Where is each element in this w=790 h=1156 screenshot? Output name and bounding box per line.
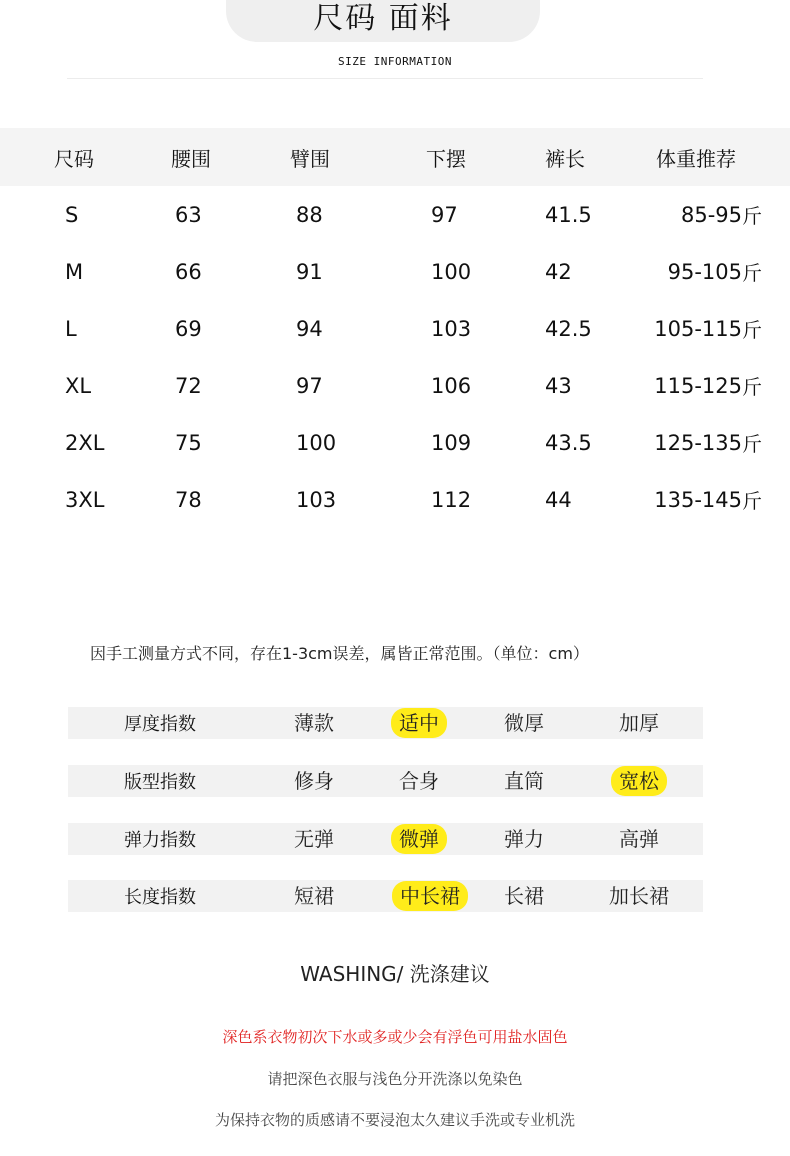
table-row	[0, 300, 790, 357]
option-text: 弹力	[504, 827, 544, 851]
weight-range: 115-125	[654, 373, 742, 398]
cell-arm: 100	[296, 430, 337, 455]
index-option	[264, 823, 364, 855]
cell-waist: 75	[175, 430, 202, 455]
cell-length: 42.5	[545, 316, 592, 341]
index-label: 厚度指数	[124, 714, 196, 735]
cell-weight	[0, 471, 762, 528]
measurement-note: 因手工测量方式不同，存在1-3cm误差，属皆正常范围。（单位：cm）	[90, 644, 589, 663]
cell-length: 41.5	[545, 202, 592, 227]
table-row	[0, 243, 790, 300]
size-table-header	[0, 128, 790, 186]
index-row-stretch	[68, 823, 703, 855]
washing-instruction: 为保持衣物的质感请不要浸泡太久建议手洗或专业机洗	[214, 1111, 575, 1129]
index-option	[474, 823, 574, 855]
option-text: 长裙	[504, 884, 544, 908]
index-option-selected	[369, 823, 469, 855]
option-text: 加长裙	[609, 884, 669, 908]
table-row	[0, 186, 790, 243]
option-text: 加厚	[619, 711, 659, 735]
weight-unit: 斤	[742, 489, 762, 513]
index-option-selected	[369, 707, 469, 739]
cell-size: XL	[65, 373, 92, 398]
cell-hem: 103	[431, 316, 472, 341]
cell-arm: 103	[296, 487, 337, 512]
weight-unit: 斤	[742, 432, 762, 456]
index-option	[589, 823, 689, 855]
page-subtitle: SIZE INFORMATION	[338, 55, 452, 68]
cell-length: 43.5	[545, 430, 592, 455]
washing-title: WASHING/ 洗涤建议	[300, 962, 490, 986]
option-text: 薄款	[294, 711, 334, 735]
cell-waist: 63	[175, 202, 202, 227]
weight-unit: 斤	[742, 261, 762, 285]
option-text: 合身	[399, 769, 439, 793]
cell-size: L	[65, 316, 77, 341]
index-option-selected	[589, 765, 689, 797]
washing-instruction: 请把深色衣服与浅色分开洗涤以免染色	[267, 1070, 523, 1088]
index-option	[589, 707, 689, 739]
cell-weight	[0, 186, 762, 243]
cell-arm: 91	[296, 259, 323, 284]
table-row	[0, 471, 790, 528]
column-header-weight: 体重推荐	[656, 146, 736, 171]
index-option	[474, 880, 574, 912]
weight-range: 135-145	[654, 487, 742, 512]
cell-size: M	[65, 259, 84, 284]
index-option	[474, 765, 574, 797]
cell-weight	[0, 357, 762, 414]
cell-size: 3XL	[65, 487, 105, 512]
column-header-arm: 臂围	[290, 146, 330, 171]
cell-hem: 106	[431, 373, 472, 398]
index-option	[474, 707, 574, 739]
cell-hem: 100	[431, 259, 472, 284]
index-option	[589, 880, 689, 912]
weight-unit: 斤	[742, 204, 762, 228]
header-title-pill	[226, 0, 540, 42]
cell-waist: 69	[175, 316, 202, 341]
option-text: 宽松	[611, 766, 667, 796]
index-row-thickness	[68, 707, 703, 739]
cell-length: 43	[545, 373, 572, 398]
cell-waist: 78	[175, 487, 202, 512]
index-row-fit	[68, 765, 703, 797]
option-text: 无弹	[294, 827, 334, 851]
cell-hem: 109	[431, 430, 472, 455]
cell-hem: 97	[431, 202, 458, 227]
table-row	[0, 357, 790, 414]
index-option	[264, 765, 364, 797]
option-text: 修身	[294, 769, 334, 793]
weight-range: 125-135	[654, 430, 742, 455]
index-option	[369, 765, 469, 797]
page-title: 尺码 面料	[313, 1, 453, 36]
weight-range: 95-105	[667, 259, 742, 284]
weight-range: 85-95	[680, 202, 742, 227]
table-row	[0, 414, 790, 471]
weight-range: 105-115	[654, 316, 742, 341]
size-table	[0, 128, 790, 528]
weight-unit: 斤	[742, 318, 762, 342]
cell-length: 44	[545, 487, 572, 512]
weight-unit: 斤	[742, 375, 762, 399]
option-text: 微弹	[391, 824, 447, 854]
cell-waist: 66	[175, 259, 202, 284]
cell-weight	[0, 243, 762, 300]
cell-length: 42	[545, 259, 572, 284]
washing-instruction-warning: 深色系衣物初次下水或多或少会有浮色可用盐水固色	[222, 1028, 568, 1046]
cell-arm: 97	[296, 373, 323, 398]
option-text: 中长裙	[392, 881, 468, 911]
index-label: 长度指数	[124, 887, 196, 908]
header-divider	[67, 78, 703, 79]
column-header-waist: 腰围	[171, 146, 211, 171]
index-option	[264, 880, 364, 912]
column-header-hem: 下摆	[426, 146, 466, 171]
cell-arm: 88	[296, 202, 323, 227]
cell-weight	[0, 300, 762, 357]
option-text: 直筒	[504, 769, 544, 793]
index-label: 版型指数	[124, 772, 196, 793]
option-text: 微厚	[504, 711, 544, 735]
index-row-length	[68, 880, 703, 912]
fabric-index-table	[68, 707, 703, 938]
cell-waist: 72	[175, 373, 202, 398]
cell-size: 2XL	[65, 430, 105, 455]
column-header-length: 裤长	[545, 146, 585, 171]
cell-size: S	[65, 202, 79, 227]
index-option	[264, 707, 364, 739]
cell-arm: 94	[296, 316, 323, 341]
index-label: 弹力指数	[124, 830, 196, 851]
option-text: 适中	[391, 708, 447, 738]
index-option-selected	[380, 880, 480, 912]
option-text: 高弹	[619, 827, 659, 851]
cell-weight	[0, 414, 762, 471]
cell-hem: 112	[431, 487, 472, 512]
column-header-size: 尺码	[54, 146, 94, 171]
option-text: 短裙	[294, 884, 334, 908]
